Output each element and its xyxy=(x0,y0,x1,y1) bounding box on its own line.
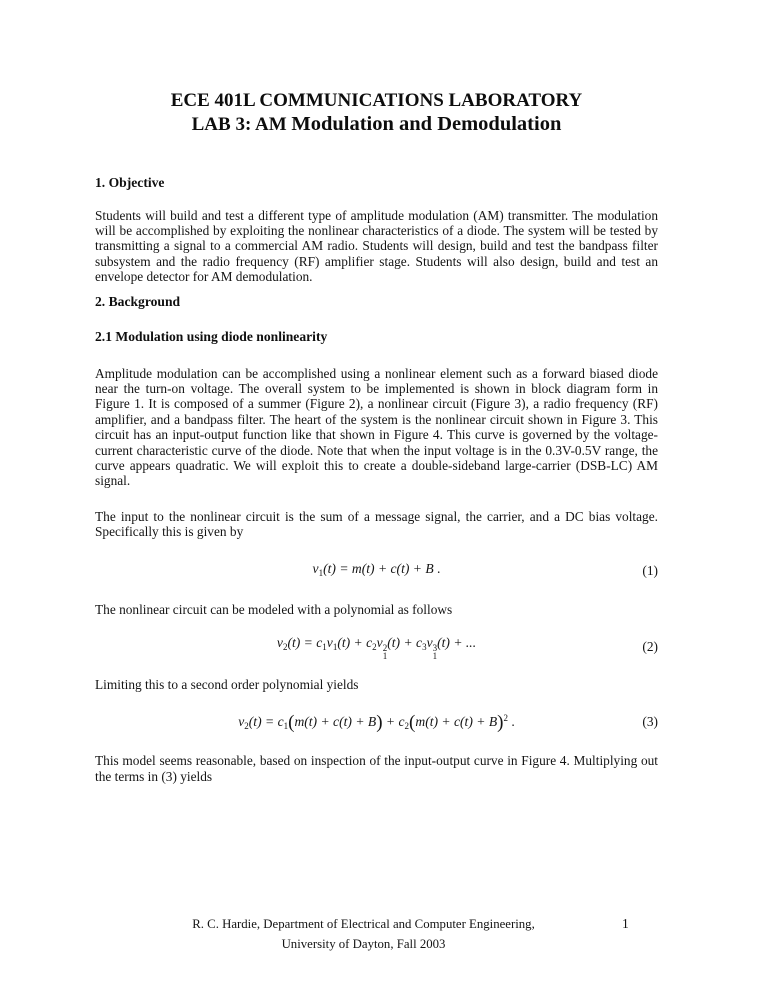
equation-3-formula: $v_2(t) = c_1(m(t) + c(t) + B) + c_2(m(t) + c(t) + B)^2$ . xyxy=(238,712,515,734)
footer-author-line: R. C. Hardie, Department of Electrical and Computer Engineering, xyxy=(192,917,535,931)
model-paragraph: This model seems reasonable, based on inspection of the input-output curve in Figure 4. Multiplying out the terms in (3) yields xyxy=(95,753,658,784)
equation-2 xyxy=(95,633,658,660)
equation-1-formula: $v_1(t) = m(t) + c(t) + B$ . xyxy=(312,560,441,578)
equation-1-number: (1) xyxy=(642,562,658,578)
background-paragraph: Amplitude modulation can be accomplished using a nonlinear element such as a forward biased diode near the turn-on voltage. The overall system to be implemented is shown in block diagram form in Figure 1. It is composed of a summer (Figure 2), a nonlinear circuit (Figure 3), a radio frequency (RF) amplifier, and a bandpass filter. The heart of the system is the nonlinear circuit shown in Figure 3. This circuit has an input-output function like that shown in Figure 4. This curve is governed by the voltage-current characteristic curve of the diode. Note that when the input voltage is in the 0.3V-0.5V range, the curve appears quadratic. We will exploit this to create a double-sideband large-carrier (DSB-LC) AM signal. xyxy=(95,365,658,489)
page-number: 1 xyxy=(622,916,629,931)
equation-3 xyxy=(95,708,658,736)
equation-3-number: (3) xyxy=(642,714,658,730)
objective-heading: 1. Objective xyxy=(95,175,165,190)
background-heading: 2. Background xyxy=(95,293,181,309)
document-title xyxy=(95,90,658,136)
background-sub-heading: 2.1 Modulation using diode nonlinearity xyxy=(95,329,328,345)
document-title-line1: ECE 401L COMMUNICATIONS LABORATORY xyxy=(170,90,583,111)
equation-1 xyxy=(95,559,658,583)
equation-2-formula: $v_2(t) = c_1v_1(t) + c_2v$ 2 1 $(t) + c_3v$ 3 1 (t) + ... xyxy=(276,635,477,661)
input-paragraph: The input to the nonlinear circuit is the sum of a message signal, the carrier, and a DC bias voltage. Specifically this is given by xyxy=(95,508,658,540)
polynomial-paragraph: The nonlinear circuit can be modeled with a polynomial as follows xyxy=(95,601,453,617)
equation-2-number: (2) xyxy=(642,638,658,654)
objective-paragraph: Students will build and test a different type of amplitude modulation (AM) transmitter. The modulation will be accomplished by exploiting the nonlinear characteristics of a diode. The system will be tested by transmitting a signal to a commercial AM radio. Students will design, build and test the bandpass filter subsystem and the radio frequency (RF) amplifier stage. Students will also design, build and test an envelope detector for AM demodulation. xyxy=(95,207,658,285)
footer-institution-line: University of Dayton, Fall 2003 xyxy=(281,937,446,951)
document-title-line2-main: Modulation and Demodulation xyxy=(291,112,562,135)
document-title-line2-prefix: LAB 3: AM xyxy=(191,113,292,135)
page-footer xyxy=(95,914,632,954)
limiting-paragraph: Limiting this to a second order polynomial yields xyxy=(95,677,359,692)
